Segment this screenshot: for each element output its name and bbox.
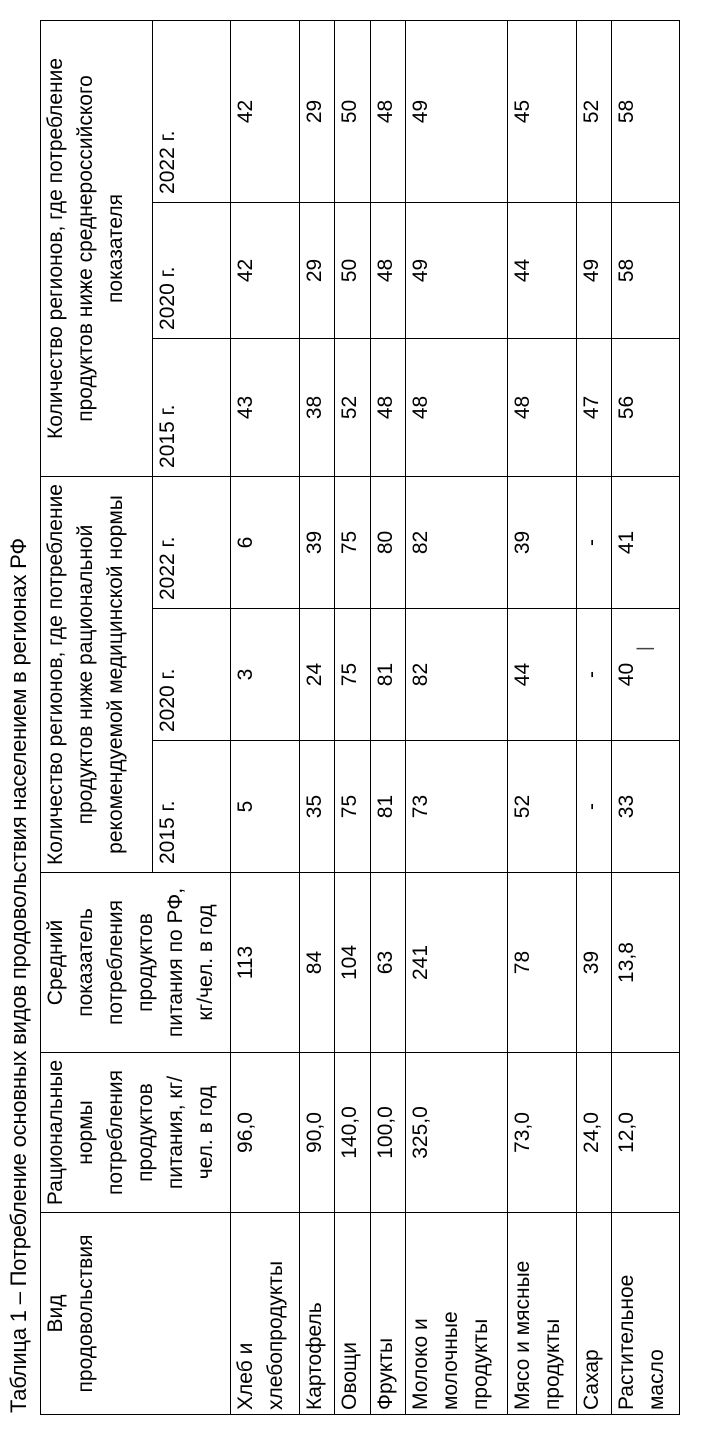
header-year-2022: 2022 г. (153, 476, 231, 608)
below-norm-cell: 33 (611, 741, 679, 873)
below-avg-cell: 42 (231, 202, 300, 338)
below-avg-cell: 43 (231, 338, 300, 476)
product-name-cell: Мясо и мясные продукты (507, 1213, 576, 1415)
product-name-cell: Картофель (300, 1213, 335, 1415)
norm-cell: 96,0 (231, 1053, 300, 1213)
norm-cell: 90,0 (300, 1053, 335, 1213)
product-name-cell: Растительное масло (611, 1213, 679, 1415)
below-norm-cell: 81 (370, 741, 405, 873)
header-year-2020: 2020 г. (153, 609, 231, 741)
table-row (611, 20, 679, 1414)
below-avg-cell: 58 (611, 202, 679, 338)
below-avg-cell: 48 (370, 202, 405, 338)
below-avg-cell: 49 (405, 20, 507, 202)
below-avg-cell: 48 (507, 338, 576, 476)
below-norm-cell: 80 (370, 476, 405, 608)
header-year-2015: 2015 г. (153, 741, 231, 873)
table-row (507, 20, 576, 1414)
below-norm-cell: 40 (611, 609, 679, 741)
table-row (370, 20, 405, 1414)
norm-cell: 73,0 (507, 1053, 576, 1213)
avg-cell: 84 (300, 873, 335, 1053)
norm-cell: 140,0 (335, 1053, 371, 1213)
below-norm-cell: 75 (335, 476, 371, 608)
below-avg-cell: 42 (231, 20, 300, 202)
below-norm-cell: 3 (231, 609, 300, 741)
table-row (576, 20, 611, 1414)
below-avg-cell: 56 (611, 338, 679, 476)
header-norm: Рациональные нормы потребления продуктов питания, кг/чел. в год (41, 1053, 231, 1213)
below-avg-cell: 29 (300, 202, 335, 338)
below-avg-cell: 49 (405, 202, 507, 338)
norm-cell: 12,0 (611, 1053, 679, 1213)
below-norm-cell: 82 (405, 476, 507, 608)
below-norm-cell: - (576, 609, 611, 741)
header-year-2020: 2020 г. (153, 202, 231, 338)
header-product: Вид продовольствия (41, 1213, 231, 1415)
header-year-2015: 2015 г. (153, 338, 231, 476)
avg-cell: 13,8 (611, 873, 679, 1053)
table-row (335, 20, 371, 1414)
product-name-cell: Овощи (335, 1213, 371, 1415)
below-avg-cell: 47 (576, 338, 611, 476)
header-below-norm: Количество регионов, где потребление продуктов ниже рациональной рекомендуемой медицинской нормы (41, 476, 153, 872)
avg-cell: 241 (405, 873, 507, 1053)
below-norm-cell: 5 (231, 741, 300, 873)
avg-cell: 104 (335, 873, 371, 1053)
below-avg-cell: 48 (370, 338, 405, 476)
norm-cell: 24,0 (576, 1053, 611, 1213)
below-norm-cell: 39 (507, 476, 576, 608)
below-norm-cell: 75 (335, 609, 371, 741)
below-avg-cell: 49 (576, 202, 611, 338)
below-norm-cell: 24 (300, 609, 335, 741)
below-norm-cell: 35 (300, 741, 335, 873)
below-norm-cell: 41 (611, 476, 679, 608)
avg-cell: 78 (507, 873, 576, 1053)
below-avg-cell: 50 (335, 20, 371, 202)
below-norm-cell: 75 (335, 741, 371, 873)
below-avg-cell: 48 (405, 338, 507, 476)
below-avg-cell: 58 (611, 20, 679, 202)
below-norm-cell: 52 (507, 741, 576, 873)
table-caption: Таблица 1 – Потребление основных видов продовольствия населением в регионах РФ (6, 538, 31, 1413)
below-avg-cell: 52 (335, 338, 371, 476)
header-year-2022: 2022 г. (153, 20, 231, 202)
table-row (405, 20, 507, 1414)
consumption-table (40, 20, 680, 1415)
norm-cell: 100,0 (370, 1053, 405, 1213)
product-name-cell: Молоко и молочные продукты (405, 1213, 507, 1415)
avg-cell: 113 (231, 873, 300, 1053)
below-norm-cell: - (576, 476, 611, 608)
below-norm-cell: 39 (300, 476, 335, 608)
avg-cell: 63 (370, 873, 405, 1053)
product-name-cell: Хлеб и хлебопродукты (231, 1213, 300, 1415)
avg-cell: 39 (576, 873, 611, 1053)
header-avg: Средний показатель потребления продуктов питания по РФ, кг/чел. в год (41, 873, 231, 1053)
below-avg-cell: 44 (507, 202, 576, 338)
below-avg-cell: 45 (507, 20, 576, 202)
below-norm-cell: 73 (405, 741, 507, 873)
below-avg-cell: 52 (576, 20, 611, 202)
product-name-cell: Фрукты (370, 1213, 405, 1415)
scan-mark: | (634, 646, 654, 651)
below-norm-cell: 6 (231, 476, 300, 608)
below-avg-cell: 38 (300, 338, 335, 476)
below-norm-cell: - (576, 741, 611, 873)
below-avg-cell: 48 (370, 20, 405, 202)
below-avg-cell: 50 (335, 202, 371, 338)
below-avg-cell: 29 (300, 20, 335, 202)
header-below-avg: Количество регионов, где потребление продуктов ниже среднероссийского показателя (41, 20, 153, 476)
below-norm-cell: 81 (370, 609, 405, 741)
below-norm-cell: 44 (507, 609, 576, 741)
below-norm-cell: 82 (405, 609, 507, 741)
table-row (231, 20, 300, 1414)
norm-cell: 325,0 (405, 1053, 507, 1213)
product-name-cell: Сахар (576, 1213, 611, 1415)
table-row (300, 20, 335, 1414)
